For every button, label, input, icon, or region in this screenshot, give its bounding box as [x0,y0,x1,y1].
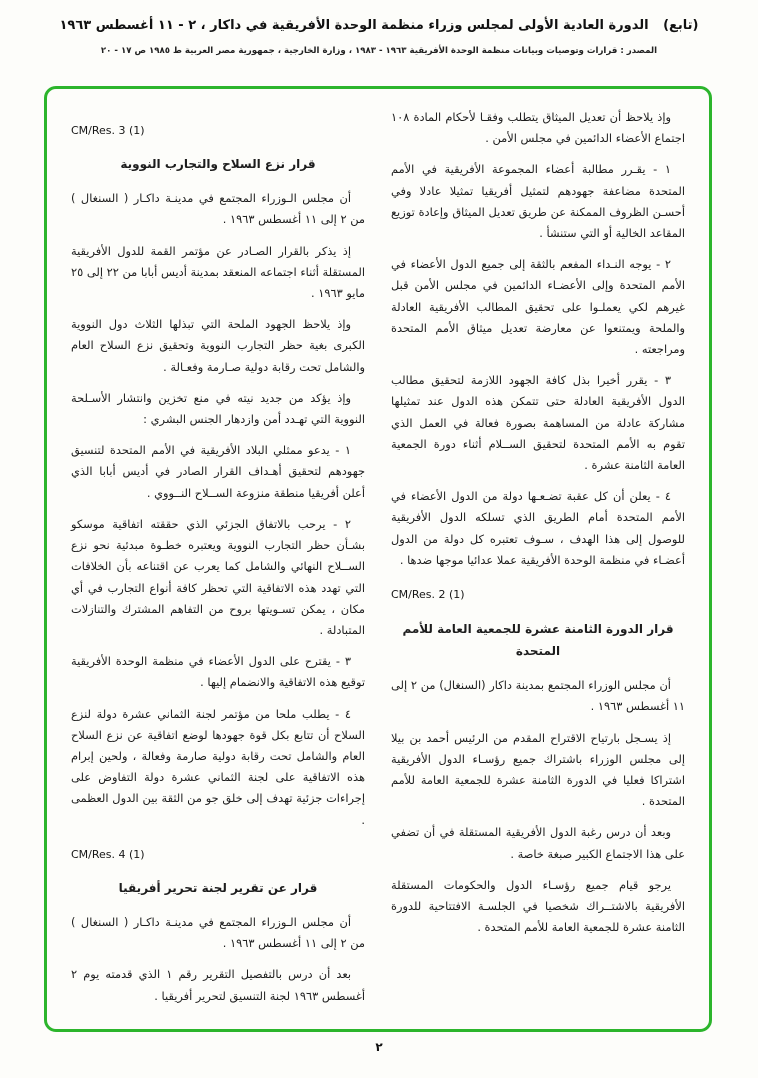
paragraph: ٣ - يقرر أخيرا بذل كافة الجهود اللازمة لتحقيق مطالب الدول الأفريقية العادلة حتى تتمكن هذه الدول عند تمثيلها مشاركة عادلة من المساهمة بصورة فعالة في العمل الذي تقوم به الأمم المتحدة لتحقيق الســلام أثناء دورة الجمعية العامة الثامنة عشرة . [391,373,685,473]
paragraph: إذ يسـجل بارتياح الاقتراح المقدم من الرئيس أحمد بن بيلا إلى مجلس الوزراء باشتراك جميع رؤسـاء الدول الأفريقية اشتراكا فعليا في الدورة الثامنة عشرة للجمعية العامة للأمم المتحدة . [391,730,685,809]
paragraph: وإذ يؤكد من جديد نيته في منع تخزين وانتشار الأسـلحة النووية التي تهـدد أمن وازدهار الجنس البشري : [71,390,365,427]
paragraph: وبعد أن درس رغبة الدول الأفريقية المستقلة في أن تضفي على هذا الاجتماع الكبير صبغة خاصة . [391,825,685,861]
paragraph: ٤ - يعلن أن كل عقبة تضـعـها دولة من الدول الأعضاء في الأمم المتحدة أمام الطريق الذي تسلكه الدول الأفريقية للوصول إلى هذا الهدف ، سـوف تعتبره كل دولة من الدول أعضـاء في منظمة الوحدة الأفريقية عملا عدائيا موجها ضدها . [391,489,685,567]
paragraph: وإذ يلاحظ أن تعديل الميثاق يتطلب وفقـا لأحكام المادة ١٠٨ اجتماع الأعضاء الدائمين في مجلس الأمن . [391,110,685,146]
paragraph: بعد أن درس بالتفصيل التقرير رقم ١ الذي قدمته يوم ٢ أغسطس ١٩٦٣ لجنة التنسيق لتحرير أفريقيا . [71,967,365,1003]
column-left [71,107,365,1015]
paragraph: أن مجلس الـوزراء المجتمع في مدينـة داكـار ( السنغال ) من ٢ إلى ١١ أغسطس ١٩٦٣ . [71,191,365,227]
columns [71,107,685,1015]
resolution-title: قرار نزع السلاح والتجارب النووية [120,157,316,172]
paragraph: أن مجلس الوزراء المجتمع بمدينة داكار (السنغال) من ٢ إلى ١١ أغسطس ١٩٦٣ . [391,678,685,714]
paragraph: أن مجلس الـوزراء المجتمع في مدينـة داكـار ( السنغال ) من ٢ إلى ١١ أغسطس ١٩٦٣ . [71,914,365,951]
page-number: ٢ [375,1040,383,1054]
continuation-label: (تابع) [663,18,699,33]
paragraph: إذ يذكر بالقرار الصـادر عن مؤتمر القمة للدول الأفريقية المستقلة أثناء اجتماعه المنعقد بمدينة أديس أبابا من ٢٢ إلى ٢٥ مايو ١٩٦٣ . [71,243,365,301]
content-border-box [44,86,712,1032]
source-line: المصدر : قرارات وتوصيات وبيانات منظمة الوحدة الأفريقية ١٩٦٣ - ١٩٨٣ ، وزارة الخارجية ، جمهورية مصر العربية ط ١٩٨٥ ص ١٧ - ٢٠ [100,46,658,56]
resolution-ref: CM/Res. 4 (1) [71,847,145,861]
paragraph: يرجو قيام جميع رؤسـاء الدول والحكومات المستقلة الأفريقية بالاشتــراك شخصيا في الجلسـة الافتتاحية للدورة الثامنة عشرة للجمعية العامة للأمم المتحدة . [391,877,685,935]
resolution-title: قرار عن تقرير لجنة تحرير أفريقيا [118,881,318,896]
paragraph: ٢ - يرحب بالاتفاق الجزئي الذي حققته اتفاقية موسكو بشـأن حظر التجارب النووية ويعتبره خطـوة مبدئية نحو نزع الســلاح النهائي والشامل كما يعرب عن اقتناعه بأن الخلافات التي تهدد هذه الاتفاقية التي تحظر كافة أنواع التجارب في أي مكان ، يمكن تسـويتها بروح من التفاهم المشترك والتنازلات المتبادلة . [71,516,365,637]
resolution-title: قرار الدورة الثامنة عشرة للجمعية العامة للأمم المتحدة [402,621,674,659]
resolution-ref: CM/Res. 2 (1) [391,588,465,602]
resolution-ref: CM/Res. 3 (1) [71,124,145,137]
paragraph: ١ - يدعو ممثلي البلاد الأفريقية في الأمم المتحدة لتنسيق جهودهم لتحقيق أهـداف القرار الصادر في أديس أبابا الذي أعلن أفريقيا منطقة منزوعة الســلاح النــووي . [71,443,365,500]
paragraph: ١ - يقـرر مطالبة أعضاء المجموعة الأفريقية في الأمم المتحدة مضاعفة جهودهم لتمثيل أفريقيا تمثيلا عادلا وفي أحسـن الظروف الممكنة عن طريق تعديل الميثاق وإعادة توزيع المقاعد الخالية أو التي ستنشأ . [391,162,685,241]
page-header [20,18,738,33]
paragraph: وإذ يلاحظ الجهود الملحة التي تبذلها الثلاث دول النووية الكبرى بغية حظر التجارب النووية وتحقيق نزع السلاح العام والشامل تحت رقابة دولية صـارمة وفعـالة . [71,317,365,374]
column-right [391,107,685,1015]
paragraph: ٣ - يقترح على الدول الأعضاء في منظمة الوحدة الأفريقية توقيع هذه الاتفاقية والانضمام إليها . [71,654,365,690]
page-title: الدورة العادية الأولى لمجلس وزراء منظمة الوحدة الأفريقية في داكار ، ٢ - ١١ أغسطس ١٩٦٣ [59,18,649,33]
paragraph: ٤ - يطلب ملحا من مؤتمر لجنة الثماني عشرة دولة لنزع السلاح أن تتابع بكل قوة جهودها لوضع اتفاقية عن نزع السلاح العام والشامل تحت رقابة دولية صارمة وفعالة ، ولحين إبرام هذه الاتفاقية على لجنة الثماني عشرة دولة التفاوض على إجراءات جزئية تهدف إلى خلق جو من الثقة بين الدول العظمى . [71,706,365,827]
paragraph: ٢ - يوجه النـداء المفعم بالثقة إلى جميع الدول الأعضاء في الأمم المتحدة وإلى الأعضـاء الدائمين في مجلس الأمن قبل غيرهم لكي يعملـوا على تحقيق المطالب الأفريقية العادلة والملحة ويمتنعوا عن معارضة تعديل ميثاق الأمم المتحدة ومراجعته . [391,257,685,357]
